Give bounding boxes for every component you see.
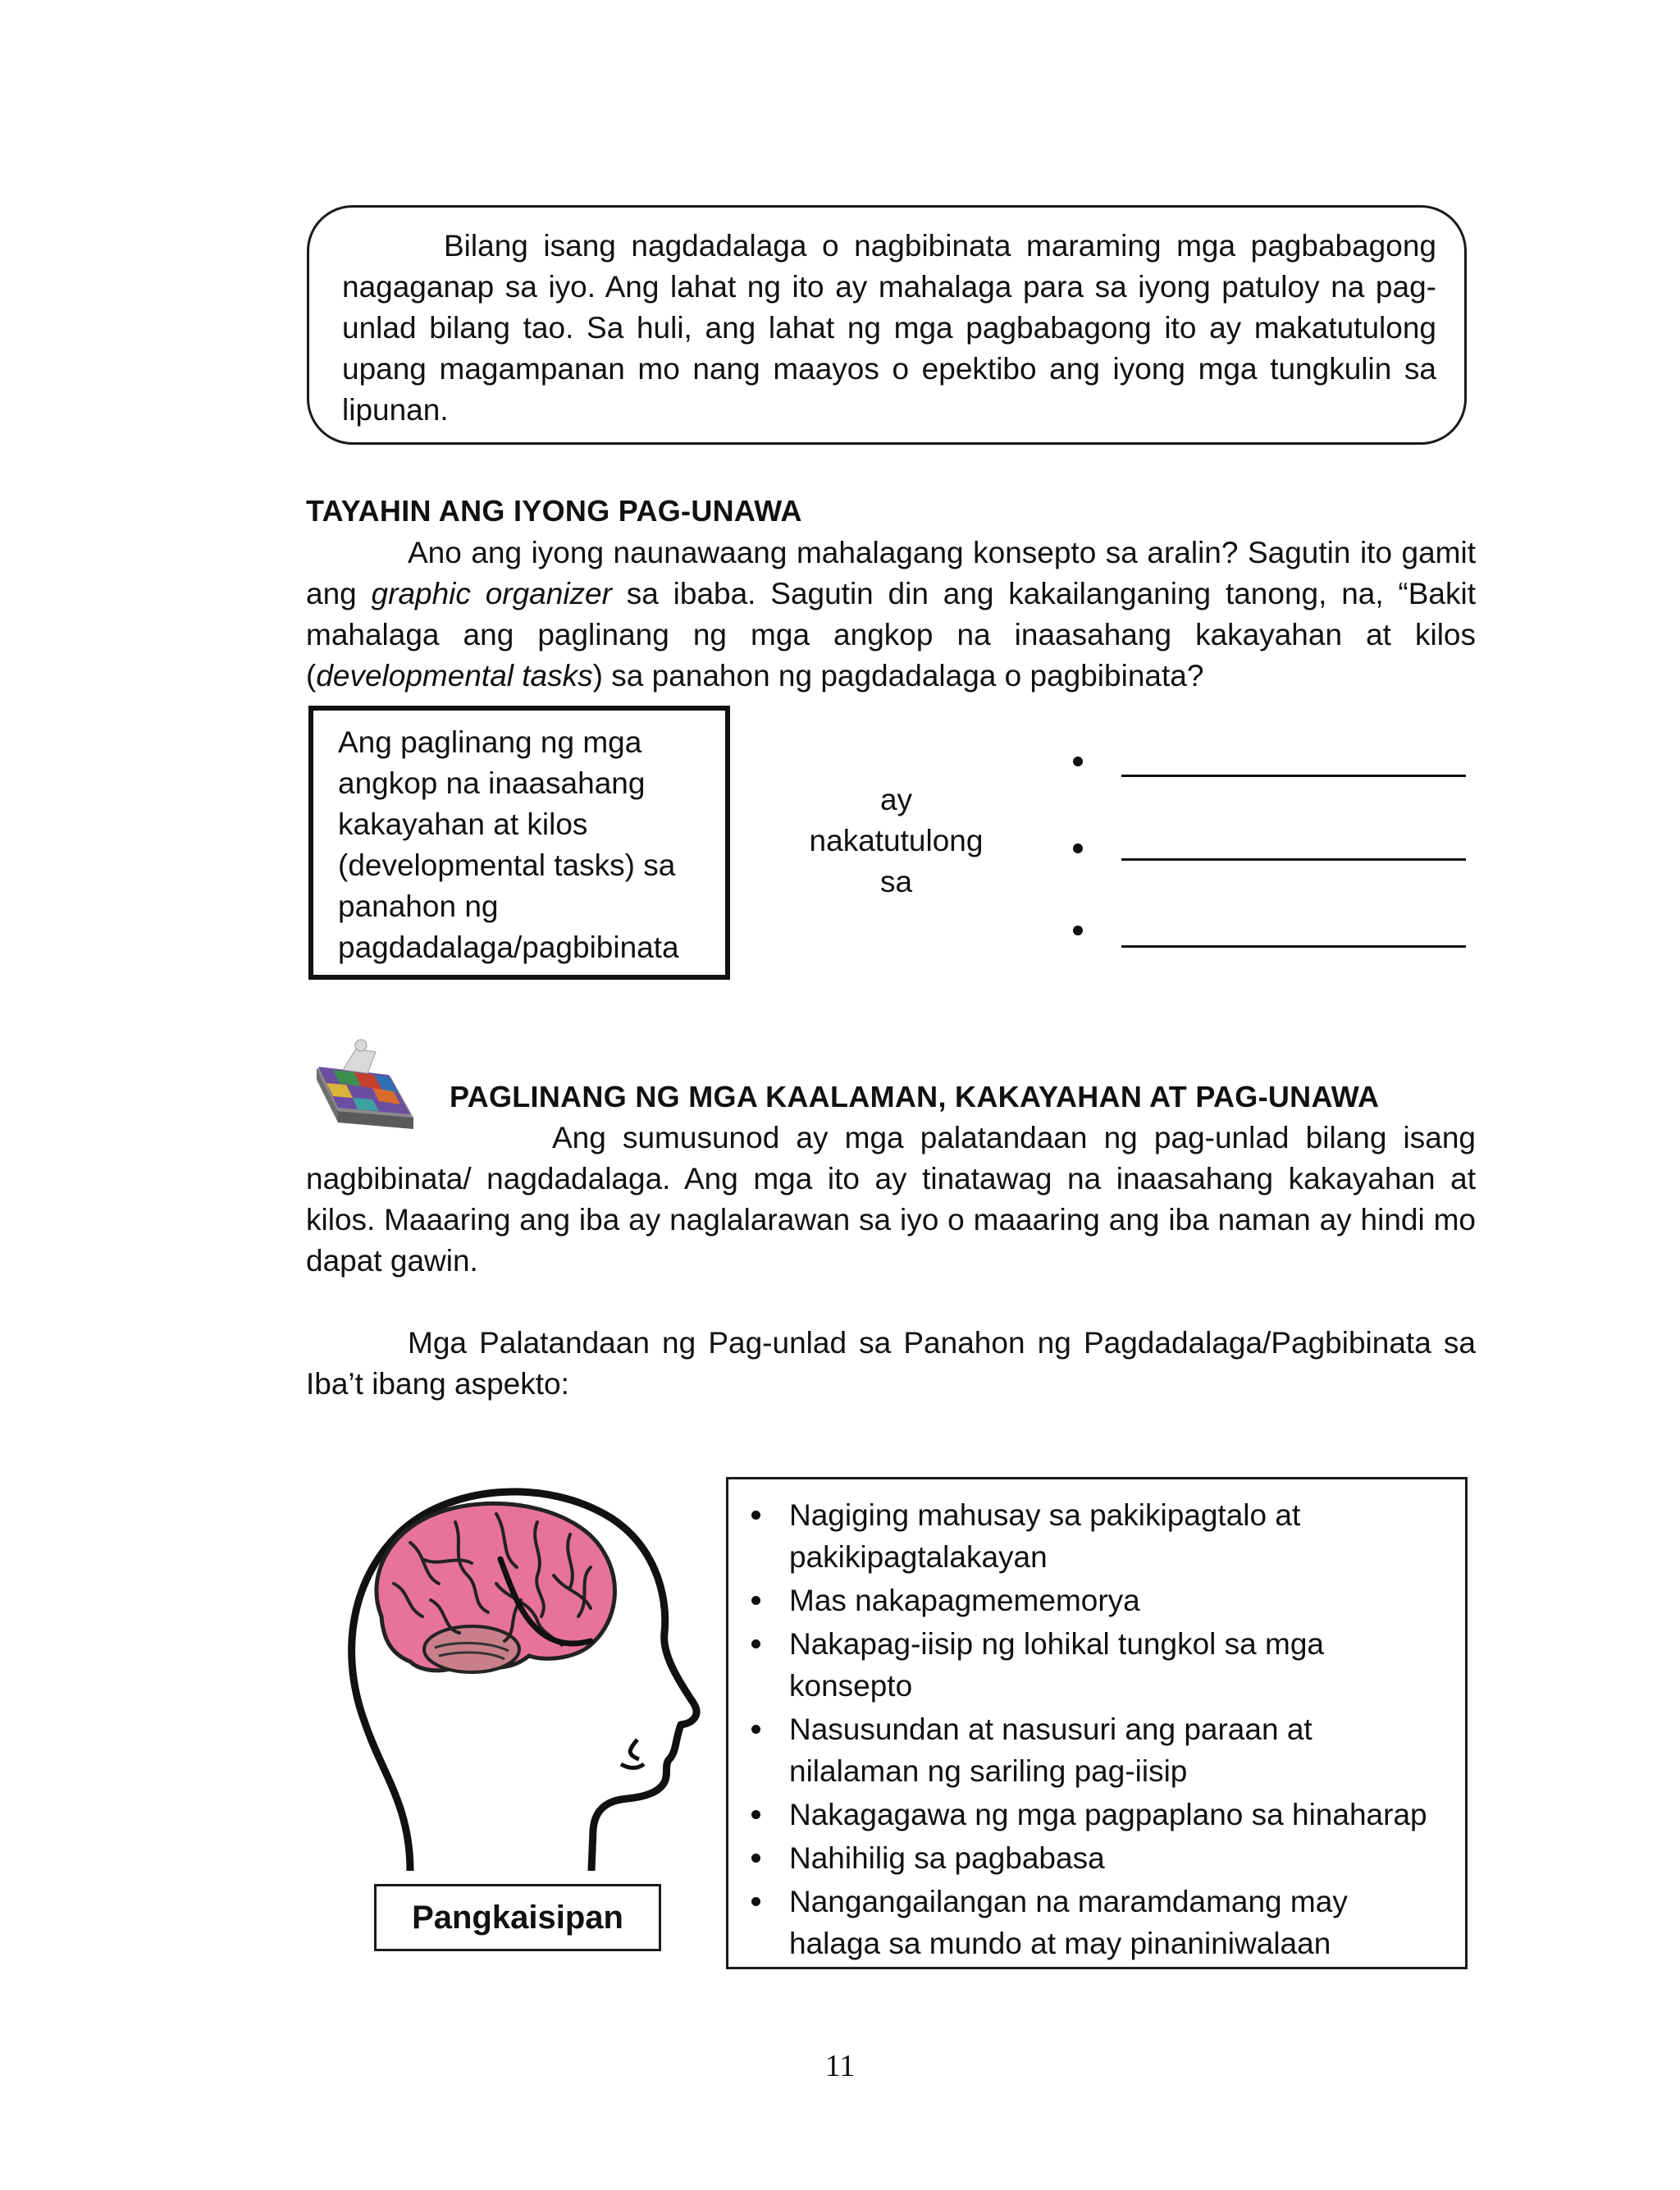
answer-bullet-1 xyxy=(1073,757,1083,766)
list-item: Nahihilig sa pagbabasa xyxy=(728,1837,1450,1879)
development-list xyxy=(728,1494,1450,1966)
bullet-icon xyxy=(751,1725,760,1734)
list-item: Nasusundan at nasusuri ang paraan at nilalaman ng sariling pag-iisip xyxy=(728,1708,1450,1792)
organizer-connector xyxy=(788,780,1005,903)
answer-bullet-3 xyxy=(1073,926,1083,935)
bullet-icon xyxy=(751,1810,760,1819)
organizer-line: kakayahan at kilos xyxy=(338,807,588,841)
list-item: Nakapag-iisip ng lohikal tungkol sa mga konsepto xyxy=(728,1623,1450,1707)
assessment-italic-1: graphic organizer xyxy=(371,577,612,610)
intro-text: Bilang isang nagdadalaga o nagbibinata maraming mga pagbabagong nagaganap sa iyo. Ang lahat ng ito ay mahalaga para sa iyong patuloy na pag-unlad bilang tao. Sa huli, ang lahat ng mga pagbabagong ito ay makatutulong upang magampanan mo nang maayos o epektibo ang iyong mga tungkulin sa lipunan. xyxy=(342,229,1436,427)
organizer-line: panahon ng xyxy=(338,889,499,923)
list-item: Nangangailangan na maramdamang may halaga sa mundo at may pinaniniwalaan xyxy=(728,1881,1450,1964)
answer-bullet-2 xyxy=(1073,844,1083,853)
intro-box xyxy=(307,205,1467,445)
bullet-icon xyxy=(751,1854,760,1863)
connector-line: nakatutulong xyxy=(809,824,984,857)
list-item: Mas nakapagmememorya xyxy=(728,1580,1450,1621)
signs-intro: Mga Palatandaan ng Pag-unlad sa Panahon ng Pagdadalaga/Pagbibinata sa Iba’t ibang aspekto: xyxy=(306,1326,1476,1401)
answer-line-3[interactable] xyxy=(1121,945,1466,948)
list-item: Nakagagawa ng mga pagpaplano sa hinaharap xyxy=(728,1794,1450,1836)
development-heading: PAGLINANG NG MGA KAALAMAN, KAKAYAHAN AT PAG-UNAWA xyxy=(450,1080,1380,1113)
assessment-paragraph xyxy=(306,533,1476,697)
organizer-line: Ang paglinang ng mga xyxy=(338,725,642,759)
bullet-icon xyxy=(751,1639,760,1648)
development-paragraph: Ang sumusunod ay mga palatandaan ng pag-unlad bilang isang nagbibinata/ nagdadalaga. Ang mga ito ay tinatawag na inaasahang kakayahan at kilos. Maaaring ang iba ay naglalarawan sa iyo o maaaring ang iba naman ay hindi mo dapat gawin. xyxy=(306,1121,1476,1278)
assessment-text-3: ) sa panahon ng pagdadalaga o pagbibinata? xyxy=(592,659,1204,693)
bullet-icon xyxy=(751,1511,760,1520)
development-list-box xyxy=(726,1477,1468,1969)
bullet-icon xyxy=(751,1596,760,1605)
aspect-label: Pangkaisipan xyxy=(374,1884,661,1951)
assessment-text-1: Ano ang iyong naunawaang mahalagang konsepto sa aralin? Sagutin ito gamit ang xyxy=(306,536,1476,610)
organizer-line: angkop na inaasahang xyxy=(338,766,646,800)
connector-line: sa xyxy=(879,865,913,898)
organizer-box xyxy=(308,706,730,980)
bullet-icon xyxy=(751,1897,760,1906)
assessment-heading: TAYAHIN ANG IYONG PAG-UNAWA xyxy=(306,494,802,528)
answer-line-2[interactable] xyxy=(1121,858,1466,861)
head-brain-illustration xyxy=(332,1477,710,1887)
assessment-italic-2: developmental tasks xyxy=(316,659,593,693)
list-item: Nagiging mahusay sa pakikipagtalo at pakikipagtalakayan xyxy=(728,1494,1450,1578)
answer-line-1[interactable] xyxy=(1121,775,1466,777)
assessment-text-2: sa ibaba. Sagutin din ang kakailanganing tanong, na, “Bakit mahalaga ang paglinang ng mga angkop na inaasahang kakayahan at kilos ( xyxy=(306,577,1477,693)
connector-line: ay xyxy=(879,783,913,816)
organizer-line: (developmental tasks) sa xyxy=(338,848,676,882)
page-number: 11 xyxy=(824,2049,856,2083)
organizer-line: pagdadalaga/pagbibinata xyxy=(338,930,679,964)
